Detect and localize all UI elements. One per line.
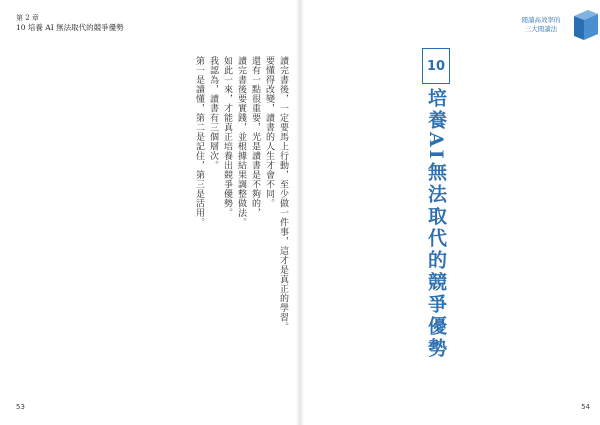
text-column: 讀完書後要實踐，並根據結果調整做法。 bbox=[236, 56, 246, 227]
chapter-label: 第 2 章 bbox=[16, 14, 39, 22]
text-column: 如此一來，才能真正培養出競爭優勢。 bbox=[222, 56, 232, 218]
left-body-text bbox=[192, 56, 290, 386]
section-title: 培養AI無法取代的競爭優勢 bbox=[425, 88, 447, 360]
page-number-right: 54 bbox=[581, 403, 590, 411]
running-head bbox=[16, 14, 124, 33]
text-column: 還有一點很重要，光是讀書是不夠的， bbox=[250, 56, 260, 218]
text-column: 第一是讀懂，第二是記住，第三是活用。 bbox=[194, 56, 204, 227]
text-column: 讀完書後，一定要馬上行動，至少做一件事，這才是真正的學習。 bbox=[278, 56, 288, 332]
header-tab-line: 閱讀高效率的 bbox=[521, 16, 561, 24]
right-page bbox=[302, 0, 600, 425]
page-number-left: 53 bbox=[16, 403, 25, 411]
chapter-title: 10 培養 AI 無法取代的競爭優勢 bbox=[16, 23, 124, 32]
header-tab-line: 三大閱讀法 bbox=[524, 25, 558, 33]
left-page bbox=[0, 0, 298, 425]
section-heading bbox=[414, 48, 458, 378]
text-column: 要懂得改變，讀書的人生才會不同。 bbox=[264, 56, 274, 208]
section-number: 10 bbox=[422, 48, 450, 84]
text-column: 我認為，讀書有三個層次。 bbox=[208, 56, 218, 170]
header-tab-text bbox=[512, 16, 570, 34]
book-cube-icon bbox=[570, 8, 600, 42]
section-header-tab bbox=[512, 8, 600, 42]
